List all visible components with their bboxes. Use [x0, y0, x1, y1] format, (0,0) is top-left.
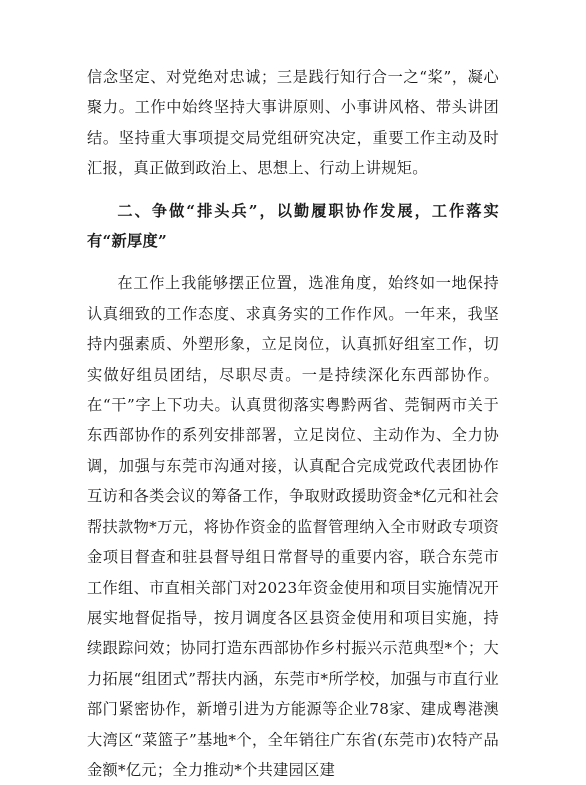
- paragraph-continuation: 信念坚定、对党绝对忠诚；三是践行知行合一之“桨”，凝心聚力。工作中始终坚持大事讲原则、小事讲风格、带头讲团结。坚持重大事项提交局党组研究决定，重要工作主动及时汇报，真正做到政治上、思想上、行动上讲规矩。: [87, 68, 499, 178]
- paragraph-gap: [87, 184, 499, 196]
- paragraph-gap: [87, 256, 499, 268]
- section-heading: 二、争做“排头兵”，以勤履职协作发展，工作落实有“新厚度”: [87, 201, 499, 251]
- paragraph-body: 在工作上我能够摆正位置，选准角度，始终如一地保持认真细致的工作态度、求真务实的工作作风。一年来，我坚持内强素质、外塑形象，立足岗位，认真抓好组室工作，切实做好组员团结，尽职尽责。一是持续深化东西部协作。在“干”字上下功夫。认真贯彻落实粤黔两省、莞铜两市关于东西部协作的系列安排部署，立足岗位、主动作为、全力协调，加强与东莞市沟通对接，认真配合完成党政代表团协作互访和各类会议的筹备工作，争取财政援助资金*亿元和社会帮扶款物*万元，将协作资金的监督管理纳入全市财政专项资金项目督查和驻县督导组日常督导的重要内容，联合东莞市工作组、市直相关部门对2023年资金使用和项目实施情况开展实地督促指导，按月调度各区县资金使用和项目实施，持续跟踪问效；协同打造东西部协作乡村振兴示范典型*个；大力拓展“组团式”帮扶内涵，东莞市*所学校，加强与市直行业部门紧密协作，新增引进为方能源等企业78家、建成粤港澳大湾区“菜篮子”基地*个，全年销往广东省(东莞市)农特产品金额*亿元；全力推动*个共建园区建: [87, 274, 499, 779]
